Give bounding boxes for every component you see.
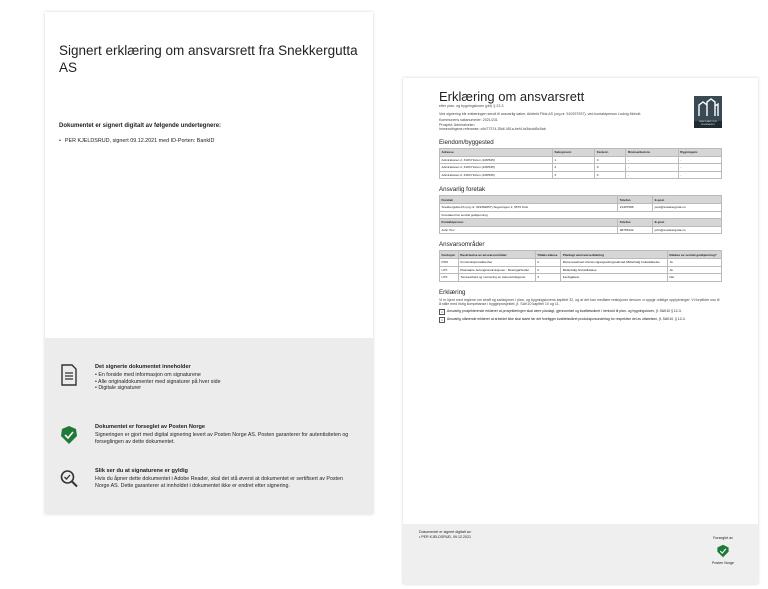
cover-title: Signert erklæring om ansvarsrett fra Snekkergutta AS (59, 43, 358, 75)
section-heading: Ansvarsområder (439, 241, 485, 249)
footer-signer: • PER KJELDSRUD, 09.12.2021 (419, 535, 471, 539)
declaration-check: x Ansvarlig prosjekterende erklærer at prosjekteringen skal være planlagt, gjennomført og kvalitetssikret i henhold til plan- og bygningsloven, jf. SAK10 § 12-3. (439, 309, 722, 315)
document-icon (59, 364, 79, 386)
table-row: John Hov 98765432 john@snekkergutta.no (440, 226, 722, 234)
checkbox: x (439, 309, 445, 315)
table-row: Snekkergutta AS (org.nr. 919364857) Sugevingen 2, 0579 Oslo 21497688 post@snekkergutta.no (440, 203, 722, 211)
info-line: • Digitale signaturer (95, 385, 142, 392)
table-row: PRO Konstruksjonssikkerhet 2 Rammesøknad Utvines-/igangsettingssøknad Midlertidig brukstillatelse Ja (440, 258, 722, 266)
posten-seal-icon (716, 544, 730, 558)
footer-sealed: Forseglet av (713, 536, 733, 540)
approval-note: Foretaket har sentral godkjenning (440, 211, 722, 219)
info-contents-title: Det signerte dokumentet inneholder (95, 364, 191, 370)
table-header-row: Adresse Seksjonsnr. Festenr. Bruksenhetsnr. Bygningsnr. (440, 148, 722, 156)
magnifier-check-icon (59, 468, 79, 490)
info-line: Hvis du åpner dette dokumentet i Adobe Reader, skal det stå øverst at dokumentet er sertifisert av Posten Norge AS. Dette garanterer at innholdet i dokumentet ikke er endret etter signering. (95, 475, 343, 489)
table-row: Admiralveien 2, 3183 Horten (128/545) 1 0 - - (440, 156, 722, 164)
info-line: • En forside med informasjon om signaturene (95, 371, 201, 378)
info-line: • Alle originaldokumenter med signaturer på hver side (95, 378, 221, 385)
signers-heading: Dokumentet er signert digitalt av følgende undertegnere: (59, 123, 222, 129)
logo-text: DIREKTORATET FOR BYGGKVALITET (694, 121, 722, 128)
declaration-intro: Ved signering blir erklæringen sendt til ansvarlig søker, Arkitekt Flink AS (org.nr. 910297937), ved kontaktperson Ludvig Moholt. (439, 111, 642, 116)
declaration-check: x Ansvarlig utførende erklærer at arbeidet ikke skal starte før det foreligger kvalitetssikret produksjonsunderlag for respektive del av utførelsen, jf. SAK10, § 12-4. (439, 317, 722, 323)
footer-sealer: Posten Norge (712, 561, 734, 565)
section-heading: Ansvarlig foretak (439, 186, 486, 194)
meta-line: Prosjekt: Admiralveien (439, 122, 475, 127)
info-panel (45, 338, 373, 514)
company-table: Foretak Telefon E-post Snekkergutta AS (org.nr. 919364857) Sugevingen 2, 0579 Oslo 21497688 post@snekkergutta.no Foretaket har sentral godkjenning Kontaktperson Telefon E-post John Hov 98765432 john@snekkergutta.no (439, 195, 722, 234)
signer-text: PER KJELDSRUD, signert 09.12.2021 med ID-Porten: BankID (64, 138, 215, 144)
signer-item (59, 138, 214, 144)
declaration-page (403, 78, 758, 584)
shield-check-icon (59, 424, 79, 446)
section-heading: Eiendom/byggested (439, 138, 494, 146)
info-line: Signeringen er gjort med digital signering levert av Posten Norge AS. Posten garanterer for autentisiteten og forseglingen av dette dokumentet. (95, 431, 349, 445)
declaration-subtitle: etter plan- og bygningsloven (pbl) § 23-3 (439, 104, 504, 108)
declaration-body (439, 90, 722, 323)
bullet: • (59, 138, 61, 144)
meta-line: Innsendingens referanse: c6d77374-35df-451a-bef4-fa3dcdd5c5ab (439, 127, 546, 132)
responsibility-table: Funksjon Beskrivelse av ansvarsområdet Tiltaks-klasse Planlagt samsvarserklæring Dekkes av sentral godkjenning? PRO Konstruksjonssikkerhet 2 Rammesøknad Utvines-/igangsettingssøknad Midlertidig brukstillatelse Ja UTF Plasstøpte betongkonstruksjoner - Betongarbeider 2 Midlertidig brukstillatelse Ja UTF Tømrearbeid og montering av trekonstruksjoner 3 Ferdigattest Nei (439, 250, 722, 281)
table-row: Admiralveien 2, 3183 Horten (128/545) 3 0 - - (440, 171, 722, 179)
section-heading: Erklæring (439, 288, 466, 296)
cover-page (45, 12, 373, 514)
property-table (439, 148, 722, 179)
table-row: Admiralveien 2, 3183 Horten (128/545) 2 0 - - (440, 164, 722, 172)
declaration-title: Erklæring om ansvarsrett (439, 89, 585, 104)
meta-line: Kommunens saksnummer: 2021/231 (439, 118, 498, 123)
declaration-text: Vi er kjent med reglene om straff og sanksjoner i plan- og bygningslovens kapittel 32, og at det kan medføre reaksjoner dersom vi oppgir uriktige opplysninger. Vi forplikter oss til å stille med riktig kompetanse i byggeprosjektet, jf. SAK10 kapittel 10 og 11. (439, 297, 720, 307)
info-sealed-title: Dokumentet er forseglet av Posten Norge (95, 424, 206, 430)
info-valid-title: Slik ser du at signaturene er gyldig (95, 468, 188, 474)
table-row: UTF Plasstøpte betongkonstruksjoner - Betongarbeider 2 Midlertidig brukstillatelse Ja (440, 266, 722, 274)
footer-signed-by: Dokumentet er signert digitalt av: (419, 530, 472, 534)
checkbox: x (439, 317, 445, 323)
table-row: UTF Tømrearbeid og montering av trekonstruksjoner 3 Ferdigattest Nei (440, 274, 722, 282)
signature-footer (403, 524, 758, 584)
